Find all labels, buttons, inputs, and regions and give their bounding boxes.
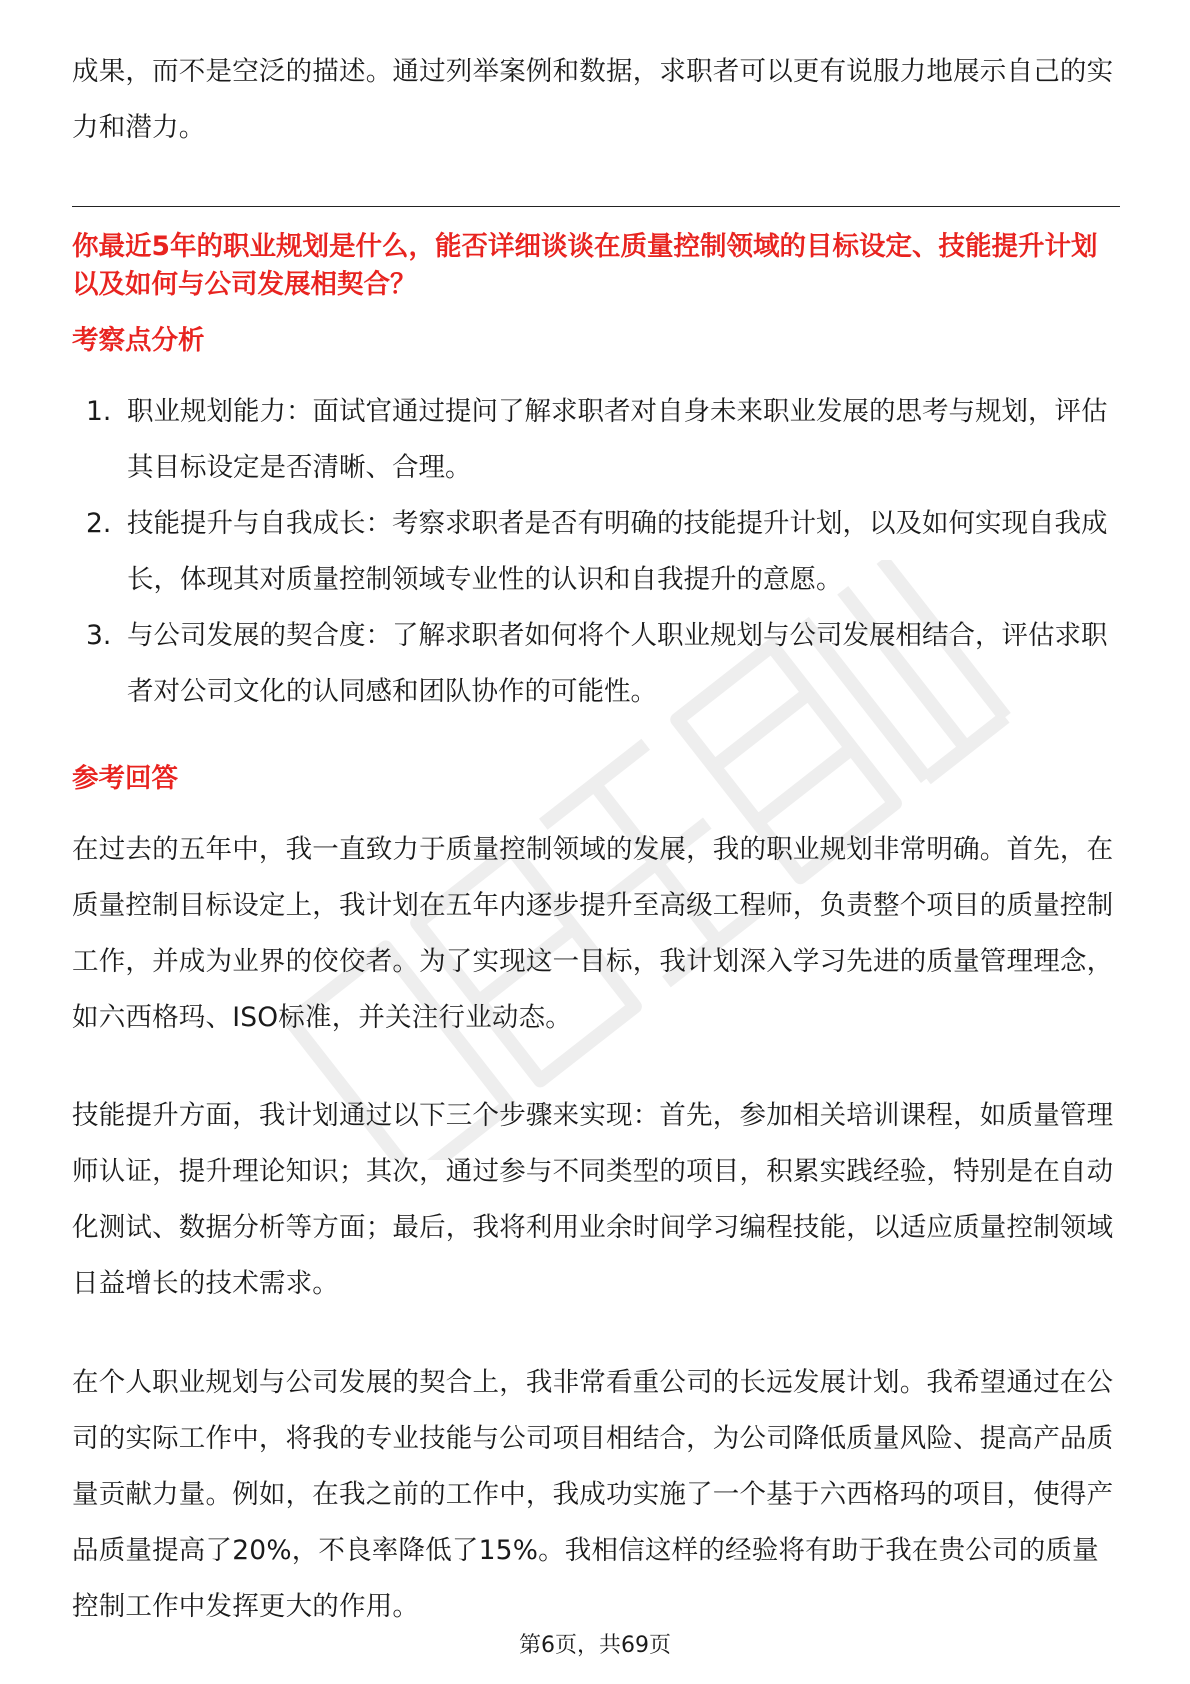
- list-item: [72, 608, 1120, 720]
- analysis-heading: 考察点分析: [72, 325, 205, 356]
- section-divider: [72, 206, 1120, 207]
- answer-paragraph-1: 在过去的五年中，我一直致力于质量控制领域的发展，我的职业规划非常明确。首先，在质量控制目标设定上，我计划在五年内逐步提升至高级工程师，负责整个项目的质量控制工作，并成为业界的佼佼者。为了实现这一目标，我计划深入学习先进的质量管理理念，如六西格玛、ISO标准，并关注行业动态。: [72, 834, 1114, 1033]
- analysis-points-list: [72, 384, 1120, 720]
- answer-paragraph-2: 技能提升方面，我计划通过以下三个步骤来实现：首先，参加相关培训课程，如质量管理师认证，提升理论知识；其次，通过参与不同类型的项目，积累实践经验，特别是在自动化测试、数据分析等方面；最后，我将利用业余时间学习编程技能，以适应质量控制领域日益增长的技术需求。: [72, 1100, 1114, 1299]
- list-item-text: 技能提升与自我成长：考察求职者是否有明确的技能提升计划，以及如何实现自我成长，体现其对质量控制领域专业性的认识和自我提升的意愿。: [127, 508, 1108, 595]
- question-heading: 你最近5年的职业规划是什么，能否详细谈谈在质量控制领域的目标设定、技能提升计划以及如何与公司发展相契合？: [72, 231, 1098, 300]
- list-item-text: 与公司发展的契合度：了解求职者如何将个人职业规划与公司发展相结合，评估求职者对公司文化的认同感和团队协作的可能性。: [127, 620, 1108, 707]
- page-footer: 第6页，共69页: [519, 1633, 671, 1658]
- list-item-number: 3.: [86, 620, 112, 651]
- list-item: [72, 384, 1120, 496]
- list-item-text: 职业规划能力：面试官通过提问了解求职者对自身未来职业发展的思考与规划，评估其目标设定是否清晰、合理。: [127, 396, 1108, 483]
- list-item: [72, 496, 1120, 608]
- list-item-number: 1.: [86, 396, 112, 427]
- reference-heading: 参考回答: [72, 763, 178, 794]
- list-item-number: 2.: [86, 508, 112, 539]
- answer-paragraph-3: 在个人职业规划与公司发展的契合上，我非常看重公司的长远发展计划。我希望通过在公司的实际工作中，将我的专业技能与公司项目相结合，为公司降低质量风险、提高产品质量贡献力量。例如，在我之前的工作中，我成功实施了一个基于六西格玛的项目，使得产品质量提高了20%，不良率降低了15%。我相信这样的经验将有助于我在贵公司的质量控制工作中发挥更大的作用。: [72, 1367, 1114, 1622]
- intro-paragraph: 成果，而不是空泛的描述。通过列举案例和数据，求职者可以更有说服力地展示自己的实力和潜力。: [72, 56, 1114, 143]
